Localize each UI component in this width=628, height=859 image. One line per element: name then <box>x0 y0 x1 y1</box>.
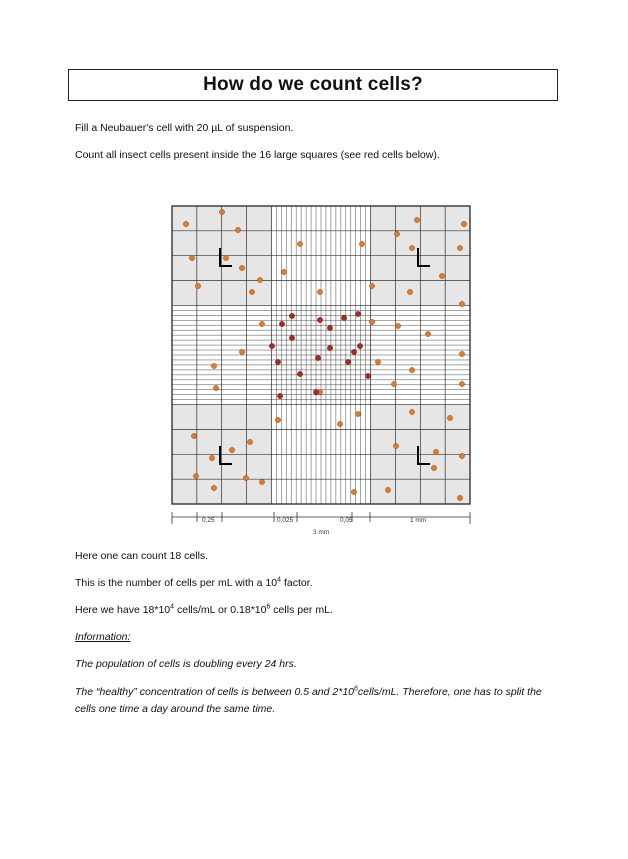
cell-red-counted <box>279 321 284 326</box>
have-exponent-2: 6 <box>266 603 271 611</box>
cell-orange <box>275 417 280 422</box>
cell-orange <box>391 381 396 386</box>
cell-orange <box>369 319 374 324</box>
cell-orange <box>183 221 188 226</box>
cell-orange <box>409 367 414 372</box>
page-title: How do we count cells? <box>203 74 423 95</box>
information-heading: Information: <box>75 631 131 643</box>
cell-orange <box>395 323 400 328</box>
cell-red-counted <box>269 343 274 348</box>
neubauer-grid-figure <box>170 204 474 538</box>
cell-red-counted <box>317 317 322 322</box>
cell-orange <box>223 255 228 260</box>
cell-red-counted <box>327 345 332 350</box>
cell-orange <box>259 479 264 484</box>
cell-red-counted <box>327 325 332 330</box>
factor-pre: This is the number of cells per mL with a 10 <box>75 577 278 589</box>
cell-red-counted <box>355 311 360 316</box>
cell-orange <box>189 255 194 260</box>
cell-orange <box>375 359 380 364</box>
cell-orange <box>193 473 198 478</box>
cell-orange <box>459 381 464 386</box>
cell-red-counted <box>341 315 346 320</box>
title-box <box>68 69 558 101</box>
cell-red-counted <box>313 389 318 394</box>
scale-label-0025: 0,025 <box>277 517 294 524</box>
cell-orange <box>425 331 430 336</box>
scale-bar <box>172 512 470 536</box>
cell-orange <box>407 289 412 294</box>
cell-red-counted <box>275 359 280 364</box>
cell-orange <box>355 411 360 416</box>
healthy-pre: The “healthy” concentration of cells is between 0.5 and 2*10 <box>75 686 355 698</box>
scale-label-1mm: 1 mm <box>410 517 427 524</box>
factor-post: factor. <box>281 577 313 589</box>
factor-text <box>75 576 565 590</box>
cell-orange <box>431 465 436 470</box>
cell-orange <box>213 385 218 390</box>
cell-orange <box>219 209 224 214</box>
scale-label-005: 0,05 <box>340 517 353 524</box>
cell-orange <box>317 289 322 294</box>
cell-orange <box>239 265 244 270</box>
intro-line-2: Count all insect cells present inside the 16 large squares (see red cells below). <box>75 149 440 161</box>
grid-lines <box>172 206 470 504</box>
cell-orange <box>459 351 464 356</box>
cell-orange <box>351 489 356 494</box>
cell-orange <box>195 283 200 288</box>
cell-orange <box>439 273 444 278</box>
cell-orange <box>414 217 419 222</box>
cell-orange <box>211 485 216 490</box>
healthy-line-2: cells one time a day around the same time. <box>75 703 276 715</box>
cell-orange <box>385 487 390 492</box>
cell-orange <box>243 475 248 480</box>
scale-label-025: 0,25 <box>202 517 215 524</box>
cell-orange <box>394 231 399 236</box>
cell-orange <box>369 283 374 288</box>
cell-orange <box>239 349 244 354</box>
cell-orange <box>337 421 342 426</box>
cell-red-counted <box>351 349 356 354</box>
healthy-post: cells/mL. Therefore, one has to split the <box>357 686 542 698</box>
have-post: cells per mL. <box>270 604 333 616</box>
cell-orange <box>393 443 398 448</box>
result-text <box>75 603 565 617</box>
have-mid: cells/mL or 0.18*10 <box>174 604 267 616</box>
cell-red-counted <box>289 335 294 340</box>
cell-orange <box>235 227 240 232</box>
cell-orange <box>359 241 364 246</box>
cell-orange <box>457 495 462 500</box>
cell-orange <box>259 321 264 326</box>
healthy-text <box>75 684 565 718</box>
cell-red-counted <box>315 355 320 360</box>
intro-line-1: Fill a Neubauer's cell with 20 µL of suspension. <box>75 122 294 134</box>
cell-orange <box>459 453 464 458</box>
cell-orange <box>447 415 452 420</box>
cell-orange <box>457 245 462 250</box>
cell-orange <box>459 301 464 306</box>
cell-red-counted <box>289 313 294 318</box>
cell-red-counted <box>365 373 370 378</box>
cell-red-counted <box>345 359 350 364</box>
doubling-text: The population of cells is doubling every 24 hrs. <box>75 658 297 670</box>
have-pre: Here we have 18*10 <box>75 604 171 616</box>
healthy-exponent: 6 <box>354 685 358 693</box>
cell-orange <box>229 447 234 452</box>
cell-orange <box>433 449 438 454</box>
cell-orange <box>297 241 302 246</box>
cell-orange <box>211 363 216 368</box>
cell-orange <box>249 289 254 294</box>
cell-orange <box>257 277 262 282</box>
cell-orange <box>191 433 196 438</box>
scale-label-3mm: 3 mm <box>313 529 330 536</box>
cell-orange <box>409 245 414 250</box>
cell-orange <box>461 221 466 226</box>
cell-orange <box>409 409 414 414</box>
count-text: Here one can count 18 cells. <box>75 550 209 562</box>
cell-red-counted <box>297 371 302 376</box>
cell-orange <box>281 269 286 274</box>
cell-orange <box>209 455 214 460</box>
cell-red-counted <box>277 393 282 398</box>
cell-orange <box>247 439 252 444</box>
factor-exponent: 4 <box>277 576 282 584</box>
cell-red-counted <box>357 343 362 348</box>
have-exponent-1: 4 <box>170 603 175 611</box>
